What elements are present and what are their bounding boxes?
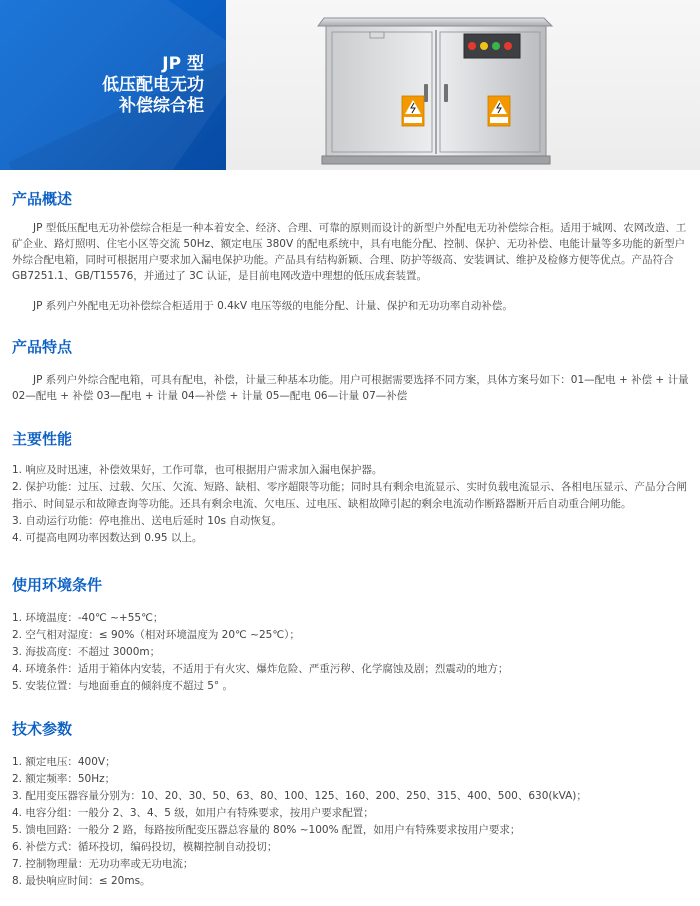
overview-text: JP 型低压配电无功补偿综合柜是一种本着安全、经济、合理、可靠的原则而设计的新型户外配电无功补偿综合柜。适用于城网、农网改造、工矿企业、路灯照明、住宅小区等交流 50Hz、额定电压 380V 的配电系统中，具有电能分配、控制、保护、无功补偿、电能计量等多功能的新型户外综合配电箱，同时可根据用户要求加入漏电保护功能。产品具有结构新颖、合理、防护等级高、安装调试、维护及检修方便等优点。产品符合 GB7251.1、GB/T15576，并通过了 3C 认证，是目前电网改造中理想的低压成套装置。 <box>12 222 687 282</box>
banner-title-line: 补偿综合柜 <box>119 96 204 116</box>
specs-heading: 技术参数 <box>12 720 73 738</box>
list-item: 3. 海拔高度：不超过 3000m； <box>12 646 161 658</box>
warning-sign-right <box>488 96 510 126</box>
list-item: 5. 安装位置：与地面垂直的倾斜度不超过 5° 。 <box>12 680 233 692</box>
cabinet-image <box>316 4 556 166</box>
performance-list <box>12 462 694 547</box>
list-item: 1. 额定电压：400V； <box>12 756 116 768</box>
overview-paragraph-2 <box>12 298 694 314</box>
list-item: 7. 控制物理量：无功功率或无功电流； <box>12 858 194 870</box>
list-item: 4. 电容分组：一般分 2、3、4、5 级，如用户有特殊要求，按用户要求配置； <box>12 807 374 819</box>
product-banner <box>0 0 700 170</box>
list-item: 6. 补偿方式：循环投切，编码投切，模糊控制自动投切； <box>12 841 278 853</box>
environment-list <box>12 610 694 695</box>
product-image-panel <box>226 0 700 170</box>
list-item: 3. 配用变压器容量分别为：10、20、30、50、63、80、100、125、160、200、250、315、400、500、630(kVA)； <box>12 790 587 802</box>
list-item: 2. 额定频率：50Hz； <box>12 773 116 785</box>
specs-list <box>12 754 694 890</box>
list-item: 4. 环境条件：适用于箱体内安装，不适用于有火灾、爆炸危险、严重污秽、化学腐蚀及剧；烈震动的地方； <box>12 663 509 675</box>
banner-title-panel <box>0 0 226 170</box>
environment-heading: 使用环境条件 <box>12 576 103 594</box>
list-item: 4. 可提高电网功率因数达到 0.95 以上。 <box>12 532 203 544</box>
banner-title <box>102 54 204 117</box>
list-item: 8. 最快响应时间：≤ 20ms。 <box>12 875 151 887</box>
performance-heading: 主要性能 <box>12 430 73 448</box>
features-text: JP 系列户外综合配电箱，可具有配电，补偿，计量三种基本功能。用户可根据需要选择不同方案，具体方案号如下：01—配电 + 补偿 + 计量 02—配电 + 补偿 03—配电 + 计量 04—补偿 + 计量 05—配电 06—计量 07—补偿 <box>12 374 689 402</box>
list-item: 1. 响应及时迅速，补偿效果好，工作可靠，也可根据用户需求加入漏电保护器。 <box>12 464 383 476</box>
overview-paragraph <box>12 220 694 284</box>
list-item: 2. 空气相对湿度：≤ 90%（相对环境温度为 20℃ ~25℃）； <box>12 629 300 641</box>
banner-title-line: JP 型 <box>162 54 204 74</box>
overview-heading: 产品概述 <box>12 190 73 208</box>
features-heading: 产品特点 <box>12 338 73 356</box>
list-item: 3. 自动运行功能：停电推出、送电后延时 10s 自动恢复。 <box>12 515 282 527</box>
list-item: 5. 馈电回路：一般分 2 路，每路按所配变压器总容量的 80% ~100% 配置，如用户有特殊要求按用户要求； <box>12 824 521 836</box>
warning-sign-left <box>402 96 424 126</box>
list-item: 2. 保护功能：过压、过载、欠压、欠流、短路、缺相、零序超限等功能；同时具有剩余电流显示、实时负载电流显示、各相电压显示、产品分合闸指示、时间显示和故障查询等功能。还具有剩余电流、欠电压、过电压、缺相故障引起的剩余电流动作断路器断开后自动重合闸功能。 <box>12 481 687 510</box>
overview-text-2: JP 系列户外配电无功补偿综合柜适用于 0.4kV 电压等级的电能分配、计量、保护和无功功率自动补偿。 <box>33 300 513 312</box>
list-item: 1. 环境温度：-40℃ ~+55℃； <box>12 612 164 624</box>
features-paragraph <box>12 372 694 404</box>
banner-title-line: 低压配电无功 <box>102 75 204 95</box>
